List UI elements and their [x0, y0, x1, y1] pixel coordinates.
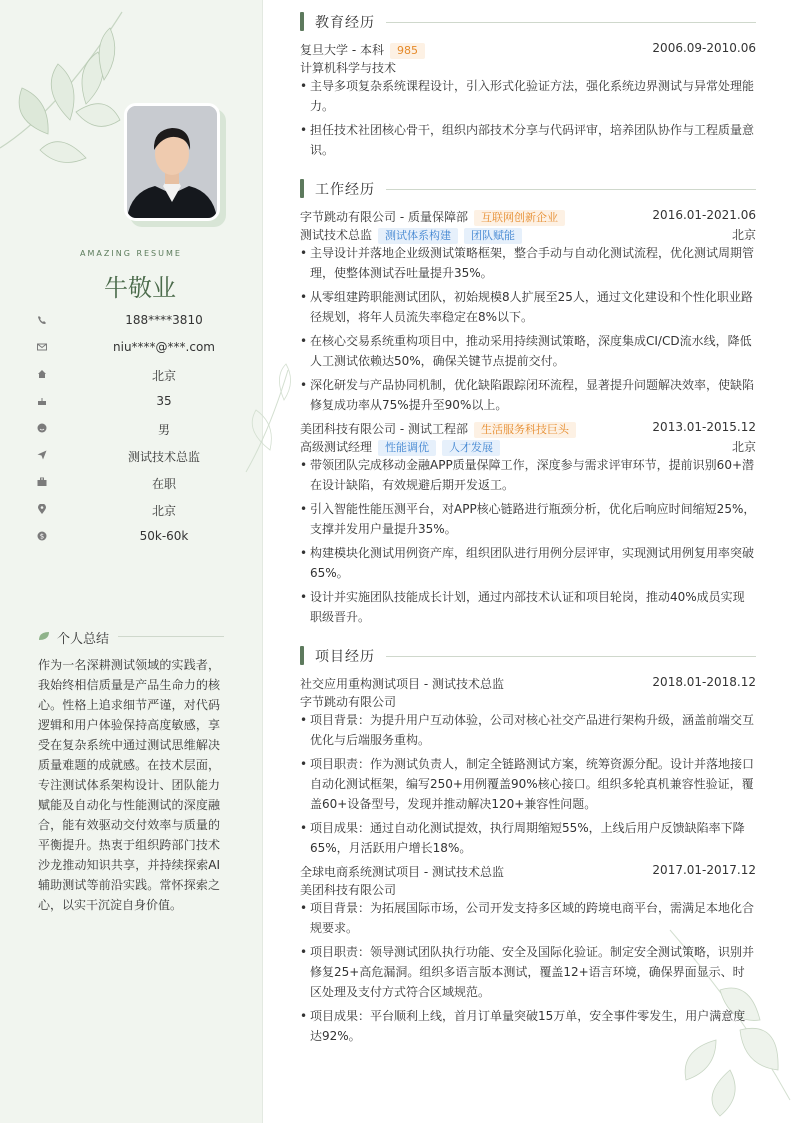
cake-icon: [36, 396, 47, 407]
candidate-name: 牛敬业: [104, 274, 176, 302]
briefcase-icon: [36, 477, 47, 488]
work-header: [300, 178, 756, 198]
info-gender: [36, 421, 246, 437]
smile-icon: [36, 423, 47, 434]
coin-icon: [36, 531, 47, 542]
info-home: [36, 367, 246, 383]
avatar-portrait: [127, 106, 217, 218]
brand-label: AMAZING RESUME: [80, 249, 182, 258]
project-name: 全球电商系统测试项目 - 测试技术总监: [300, 865, 504, 879]
skill-tag: 测试体系构建: [378, 228, 458, 244]
job-city: 北京: [731, 440, 756, 454]
job-city: 北京: [731, 228, 756, 242]
project-period: 2018.01-2018.12: [652, 675, 756, 689]
project-company-row: [300, 693, 756, 711]
job-role-row: [300, 226, 756, 244]
job-role-row: [300, 438, 756, 456]
job-company: 美团科技有限公司 - 测试工程部: [300, 422, 468, 436]
info-target-role: [36, 448, 246, 464]
phone-value: 188****3810: [125, 313, 203, 327]
email-value: niu****@***.com: [113, 340, 215, 354]
leaf-decoration-top-left: [0, 0, 140, 170]
skill-tag: 性能调优: [378, 440, 436, 456]
job-role: 测试技术总监: [300, 228, 373, 242]
leaf-icon: [38, 631, 50, 641]
home-icon: [36, 369, 47, 380]
education-header: [300, 11, 756, 31]
gender-value: 男: [157, 423, 170, 437]
project-company: 美团科技有限公司: [300, 883, 397, 897]
salary-value: 50k-60k: [139, 529, 189, 543]
home-value: 北京: [151, 369, 176, 383]
info-target-city: [36, 502, 246, 518]
project-company: 字节跳动有限公司: [300, 695, 397, 709]
target-city-value: 北京: [151, 504, 176, 518]
education-period: 2006.09-2010.06: [652, 41, 756, 55]
job-company-row: [300, 420, 756, 438]
job-role: 高级测试经理: [300, 440, 373, 454]
summary-divider: [118, 636, 224, 637]
pin-icon: [36, 504, 47, 515]
info-salary: [36, 529, 246, 545]
info-age: [36, 394, 246, 410]
age-value: 35: [156, 394, 172, 408]
target-role-value: 测试技术总监: [127, 450, 200, 464]
avatar: [124, 103, 220, 221]
project-name-row: [300, 675, 756, 693]
summary-text: 作为一名深耕测试领域的实践者，我始终相信质量是产品生命力的核心。性格上追求细节严谨，对代码逻辑和用户体验保持高度敏感，享受在复杂系统中通过测试思维解决质量难题的成就感。在技术层面，专注测试体系架构设计、团队能力赋能及自动化与性能测试的深度融合，能有效驱动交付效率与质量的平衡提升。热衷于组织跨部门技术沙龙推动知识共享，并持续探索AI辅助测试等前沿实践。常怀探索之心，以实干沉淀自身价值。: [38, 658, 220, 912]
company-tag: 互联网创新企业: [474, 210, 565, 226]
status-value: 在职: [151, 477, 176, 491]
svg-text:$: $: [39, 532, 44, 541]
project-name-row: [300, 863, 756, 881]
skill-tag: 人才发展: [442, 440, 500, 456]
job-company-row: [300, 208, 756, 226]
project-company-row: [300, 881, 756, 899]
phone-icon: [36, 315, 47, 326]
skill-tag: 团队赋能: [464, 228, 522, 244]
send-icon: [36, 450, 47, 461]
company-tag: 生活服务科技巨头: [474, 422, 576, 438]
job-period: 2016.01-2021.06: [652, 208, 756, 222]
education-row: [300, 41, 756, 59]
school-tag: 985: [390, 43, 425, 59]
info-phone: [36, 313, 246, 329]
education-major-row: [300, 59, 756, 77]
education-major: 计算机科学与技术: [300, 61, 397, 75]
projects-header: [300, 645, 756, 665]
info-status: [36, 475, 246, 491]
job-company: 字节跳动有限公司 - 质量保障部: [300, 210, 468, 224]
info-email: [36, 340, 246, 356]
mail-icon: [36, 342, 47, 353]
job-period: 2013.01-2015.12: [652, 420, 756, 434]
school-name: 复旦大学 - 本科: [300, 43, 384, 57]
projects-title: 项目经历: [315, 649, 375, 665]
project-period: 2017.01-2017.12: [652, 863, 756, 877]
work-title: 工作经历: [315, 182, 375, 198]
project-name: 社交应用重构测试项目 - 测试技术总监: [300, 677, 504, 691]
education-title: 教育经历: [315, 15, 375, 31]
summary-title: 个人总结: [57, 632, 110, 647]
profile-photo-frame: [124, 103, 220, 221]
